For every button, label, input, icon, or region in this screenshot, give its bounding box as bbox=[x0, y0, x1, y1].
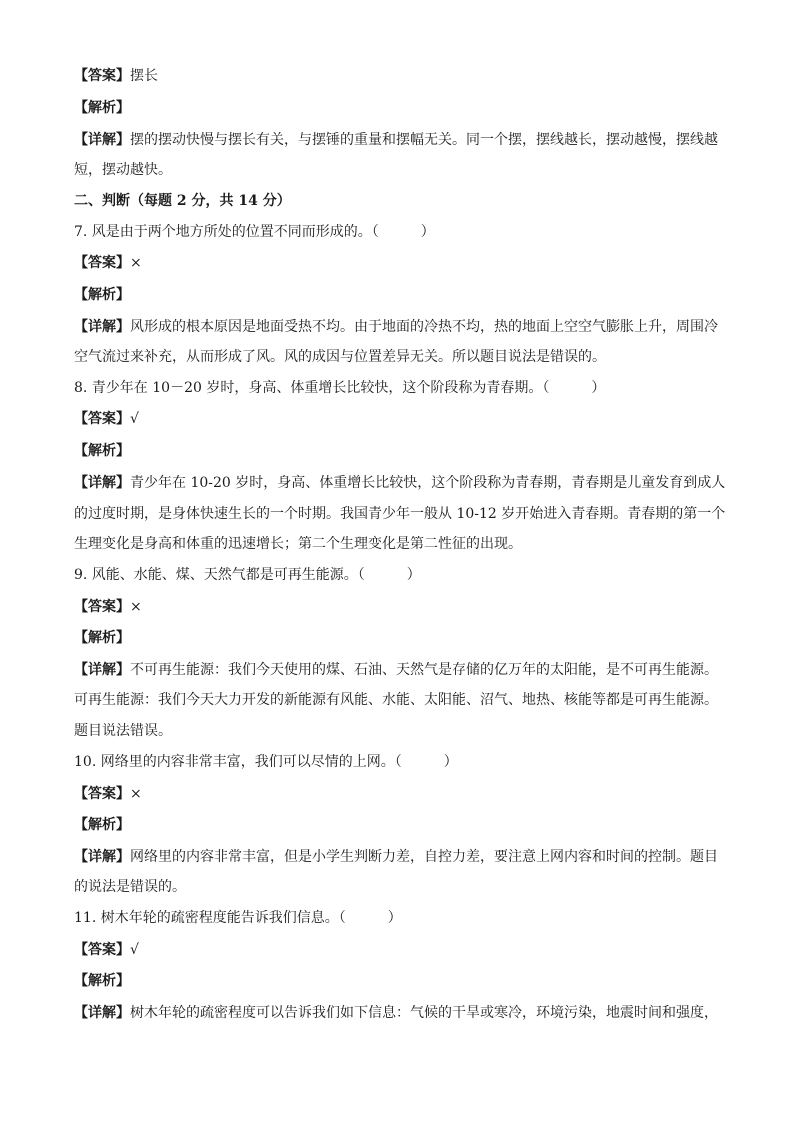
detail-continuation-line: 空气流过来补充，从而形成了风。风的成因与位置差异无关。所以题目说法是错误的。 bbox=[74, 349, 606, 365]
detail-line: 【详解】青少年在 10-20 岁时，身高、体重增长比较快，这个阶段称为青春期，青春期是儿童发育到成人 bbox=[74, 475, 726, 491]
detail-line: 【详解】网络里的内容非常丰富，但是小学生判断力差，自控力差，要注意上网内容和时间的控制。题目 bbox=[74, 849, 718, 865]
question-7: 7. 风是由于两个地方所处的位置不同而形成的。（ ） bbox=[74, 224, 435, 240]
answer-label-line: 【答案】√ bbox=[74, 411, 139, 427]
analysis-label-line: 【解析】 bbox=[74, 817, 130, 833]
question-11: 11. 树木年轮的疏密程度能告诉我们信息。（ ） bbox=[74, 910, 402, 926]
detail-line: 【详解】树木年轮的疏密程度可以告诉我们如下信息：气候的干旱或寒冷，环境污染，地震时间和强度， bbox=[74, 1005, 718, 1021]
question-9: 9. 风能、水能、煤、天然气都是可再生能源。（ ） bbox=[74, 567, 421, 583]
question-10: 10. 网络里的内容非常丰富，我们可以尽情的上网。（ ） bbox=[74, 754, 458, 770]
analysis-label-line: 【解析】 bbox=[74, 630, 130, 646]
answer-label-line: 【答案】× bbox=[74, 786, 142, 802]
analysis-label-line: 【解析】 bbox=[74, 443, 130, 459]
answer-label-line: 【答案】× bbox=[74, 255, 142, 271]
analysis-label-line: 【解析】 bbox=[74, 973, 130, 989]
detail-line: 【详解】风形成的根本原因是地面受热不均。由于地面的冷热不均，热的地面上空空气膨胀上升，周围冷 bbox=[74, 319, 718, 335]
detail-line: 【详解】不可再生能源：我们今天使用的煤、石油、天然气是存储的亿万年的太阳能，是不可再生能源。 bbox=[74, 662, 718, 678]
detail-continuation-line: 的过度时期，是身体快速生长的一个时期。我国青少年一般从 10-12 岁开始进入青春期。青春期的第一个 bbox=[74, 506, 726, 522]
detail-continuation-line: 生理变化是身高和体重的迅速增长；第二个生理变化是第二性征的出现。 bbox=[74, 536, 522, 552]
answer-label-line: 【答案】摆长 bbox=[74, 68, 158, 84]
detail-continuation-line: 的说法是错误的。 bbox=[74, 879, 186, 895]
answer-label-line: 【答案】√ bbox=[74, 942, 139, 958]
analysis-label-line: 【解析】 bbox=[74, 287, 130, 303]
detail-continuation-line: 题目说法错误。 bbox=[74, 723, 172, 739]
answer-label-line: 【答案】× bbox=[74, 599, 142, 615]
detail-line: 【详解】摆的摆动快慢与摆长有关，与摆锤的重量和摆幅无关。同一个摆，摆线越长，摆动越慢，摆线越 bbox=[74, 132, 718, 148]
detail-continuation-line: 可再生能源：我们今天大力开发的新能源有风能、水能、太阳能、沼气、地热、核能等都是可再生能源。 bbox=[74, 692, 718, 708]
detail-continuation-line: 短，摆动越快。 bbox=[74, 162, 172, 178]
analysis-label-line: 【解析】 bbox=[74, 100, 130, 116]
question-8: 8. 青少年在 10－20 岁时，身高、体重增长比较快，这个阶段称为青春期。（ ） bbox=[74, 380, 606, 396]
section-heading: 二、判断（每题 2 分，共 14 分） bbox=[74, 193, 291, 209]
